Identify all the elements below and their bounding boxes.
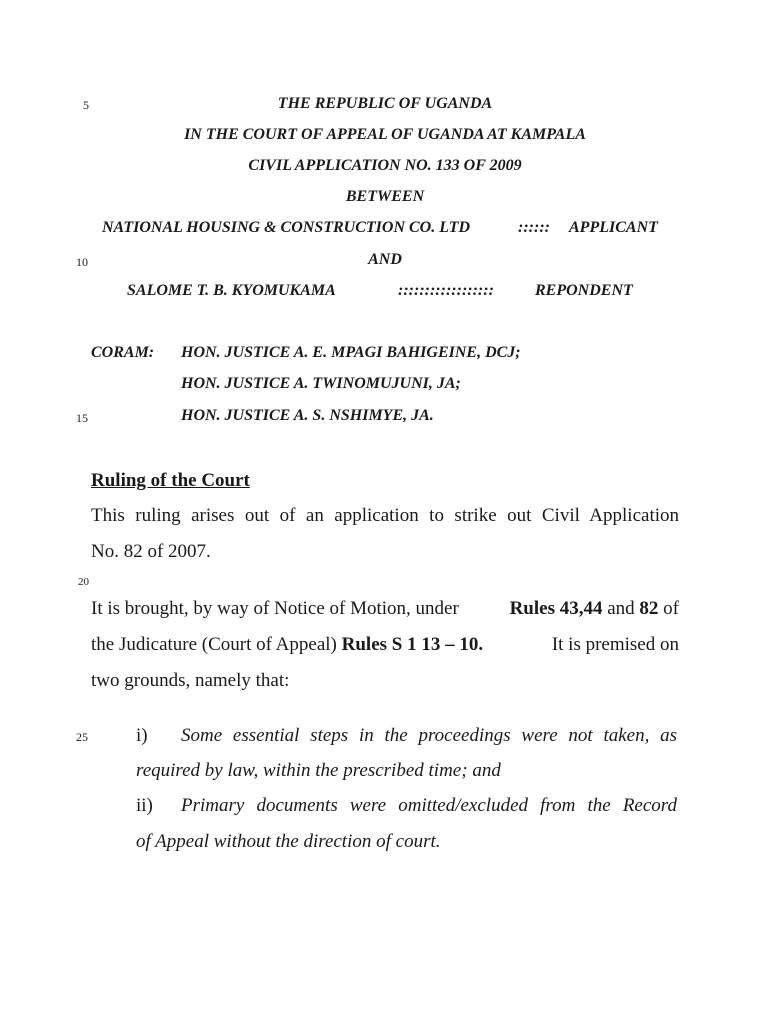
- coram-justice-2: HON. JUSTICE A. TWINOMUJUNI, JA;: [181, 375, 461, 392]
- paragraph-2-line-2: [91, 634, 679, 656]
- judicature-text: the Judicature (Court of Appeal): [91, 634, 337, 655]
- ground-2-number: ii): [136, 795, 153, 816]
- header-case-number: CIVIL APPLICATION NO. 133 OF 2009: [248, 157, 522, 174]
- paragraph-2-text: It is brought, by way of Notice of Motion, under: [91, 598, 459, 619]
- coram-justice-1: HON. JUSTICE A. E. MPAGI BAHIGEINE, DCJ;: [181, 344, 521, 361]
- line-number-15: 15: [76, 411, 88, 425]
- line-number-5: 5: [83, 98, 89, 112]
- paragraph-1-line-1: This ruling arises out of an application to strike out Civil Application: [91, 505, 679, 526]
- line-number-20: 20: [78, 576, 89, 588]
- premised-text: It is premised on: [551, 634, 679, 655]
- rules-reference: Rules 43,44: [509, 598, 603, 619]
- paragraph-2-line-3: two grounds, namely that:: [91, 670, 290, 691]
- header-between: BETWEEN: [345, 188, 425, 205]
- ruling-heading: Ruling of the Court: [91, 470, 250, 491]
- header-and: AND: [368, 251, 402, 268]
- ground-1-number: i): [136, 725, 148, 746]
- coram-label: CORAM:: [91, 344, 155, 361]
- paragraph-2-of: of: [663, 598, 679, 619]
- statutory-instrument: Rules S 1 13 – 10.: [341, 634, 484, 655]
- ground-2-line-1: Primary documents were omitted/excluded from the Record: [181, 795, 677, 816]
- applicant-name: NATIONAL HOUSING & CONSTRUCTION CO. LTD: [102, 219, 471, 236]
- paragraph-2-and: and: [607, 598, 635, 619]
- rule-82: 82: [639, 598, 659, 619]
- ground-2-line-2: of Appeal without the direction of court.: [136, 831, 441, 852]
- paragraph-2-line-1: [91, 598, 679, 620]
- applicant-colons: ::::::: [518, 219, 550, 236]
- respondent-colons: ::::::::::::::::::: [398, 282, 494, 299]
- ground-1-line-2: required by law, within the prescribed time; and: [136, 760, 501, 781]
- header-court: IN THE COURT OF APPEAL OF UGANDA AT KAMPALA: [184, 126, 586, 143]
- coram-justice-3: HON. JUSTICE A. S. NSHIMYE, JA.: [181, 407, 434, 424]
- respondent-name: SALOME T. B. KYOMUKAMA: [127, 282, 336, 299]
- applicant-role: APPLICANT: [569, 219, 658, 236]
- ground-1-line-1: Some essential steps in the proceedings were not taken, as: [181, 725, 677, 746]
- line-number-10: 10: [76, 255, 88, 269]
- respondent-role: REPONDENT: [535, 282, 633, 299]
- paragraph-1-line-2: No. 82 of 2007.: [91, 541, 211, 562]
- header-republic: THE REPUBLIC OF UGANDA: [277, 95, 493, 112]
- line-number-25: 25: [76, 730, 88, 744]
